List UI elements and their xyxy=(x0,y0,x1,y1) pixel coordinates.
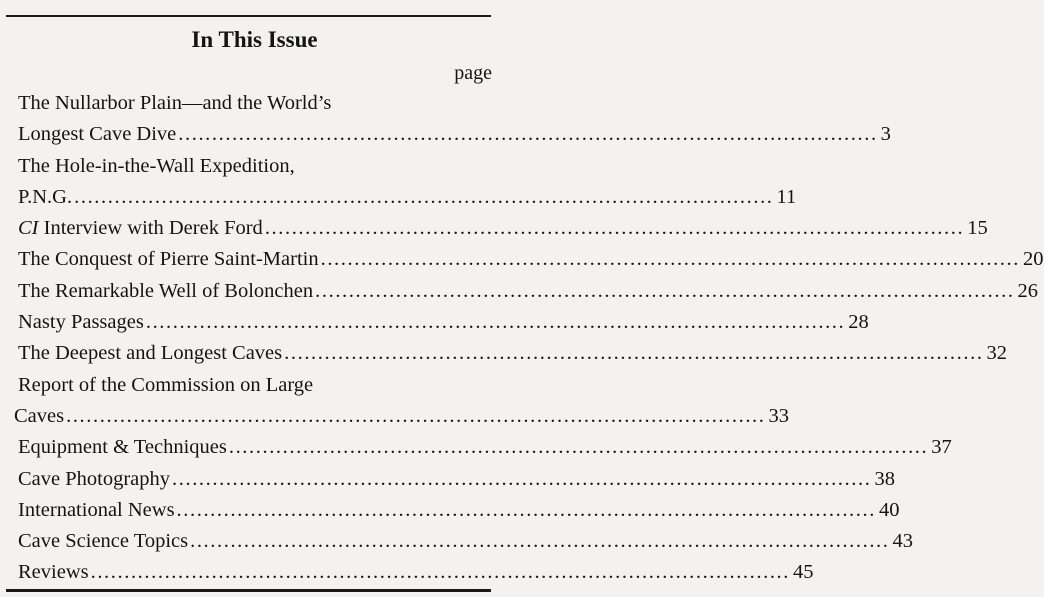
toc-entry-title: Cave Photography xyxy=(18,467,171,490)
toc-entry-title: P.N.G. xyxy=(18,185,73,208)
toc-entry-10[interactable] xyxy=(18,464,895,495)
toc-page-number: 11 xyxy=(776,185,797,208)
toc-page-number: 33 xyxy=(768,404,790,427)
toc-entry-1-line-1[interactable]: The Nullarbor Plain—and the World’s xyxy=(18,92,332,114)
toc-entry-title: The Conquest of Pierre Saint-Martin xyxy=(18,248,319,271)
dot-leader: ........................................................................................................ xyxy=(172,467,872,490)
dot-leader: ........................................................................................................ xyxy=(315,279,1015,302)
dot-leader: ........................................................................................................ xyxy=(228,436,929,459)
toc-entry-13[interactable] xyxy=(18,557,814,588)
toc-entry-5[interactable] xyxy=(18,276,1039,307)
toc-entry-3[interactable] xyxy=(18,213,988,244)
toc-entry-8-line-2[interactable] xyxy=(14,401,790,432)
toc-entry-12[interactable] xyxy=(18,526,914,557)
toc-entry-9[interactable] xyxy=(18,432,952,463)
dot-leader: ........................................................................................................ xyxy=(320,248,1021,271)
dot-leader: ........................................................................................................ xyxy=(145,311,846,334)
dot-leader: ........................................................................................................ xyxy=(284,342,984,365)
toc-entry-title: International News xyxy=(18,498,175,521)
toc-page-number: 45 xyxy=(793,561,814,584)
toc-entry-title: CI Interview with Derek Ford xyxy=(18,217,263,240)
toc-entry-8-line-1[interactable]: Report of the Commission on Large xyxy=(18,373,314,396)
toc-entry-6[interactable] xyxy=(18,307,869,338)
toc-page-number: 3 xyxy=(880,123,891,146)
toc-entry-title: Cave Science Topics xyxy=(18,530,189,553)
toc-entry-title: Longest Cave Dive xyxy=(18,123,177,146)
toc-page-number: 20 xyxy=(1023,248,1044,271)
toc-entry-2-line-1[interactable]: The Hole-in-the-Wall Expedition, xyxy=(18,154,295,177)
toc-entry-7[interactable] xyxy=(18,338,1008,369)
toc-entry-2-line-2[interactable] xyxy=(18,182,797,213)
dot-leader: ........................................................................................................ xyxy=(176,498,876,521)
toc-page-number: 32 xyxy=(986,342,1008,365)
toc-entry-11[interactable] xyxy=(18,495,900,526)
dot-leader: ........................................................................................................ xyxy=(66,404,766,427)
toc-page-number: 37 xyxy=(931,436,952,459)
toc-page-number: 15 xyxy=(967,217,988,240)
page-column-label: page xyxy=(454,62,492,84)
table-of-contents xyxy=(14,88,1044,589)
dot-leader: ........................................................................................................ xyxy=(178,123,878,146)
dot-leader: ........................................................................................................ xyxy=(190,530,890,553)
toc-page-number: 26 xyxy=(1017,279,1039,302)
ci-abbrev: CI xyxy=(18,217,39,240)
toc-page-number: 28 xyxy=(848,311,869,334)
toc-entry-title: The Deepest and Longest Caves xyxy=(18,342,283,365)
toc-entry-title: The Remarkable Well of Bolonchen xyxy=(18,279,314,302)
dot-leader: ........................................................................................................ xyxy=(264,217,965,240)
top-rule xyxy=(6,15,491,17)
dot-leader: ........................................................................................................ xyxy=(90,561,791,584)
toc-entry-title: Caves xyxy=(14,404,65,427)
toc-page-number: 43 xyxy=(892,530,914,553)
toc-page-number: 40 xyxy=(878,498,900,521)
toc-entry-title: Equipment & Techniques xyxy=(18,436,227,459)
dot-leader: ........................................................................................................ xyxy=(74,185,774,208)
toc-entry-1-line-2[interactable] xyxy=(18,119,891,150)
toc-page-number: 38 xyxy=(874,467,895,490)
bottom-rule xyxy=(6,589,491,592)
toc-entry-4[interactable] xyxy=(18,244,1044,275)
toc-entry-title: Nasty Passages xyxy=(18,311,144,334)
page-title: In This Issue xyxy=(191,27,318,52)
toc-entry-title: Reviews xyxy=(18,561,89,584)
